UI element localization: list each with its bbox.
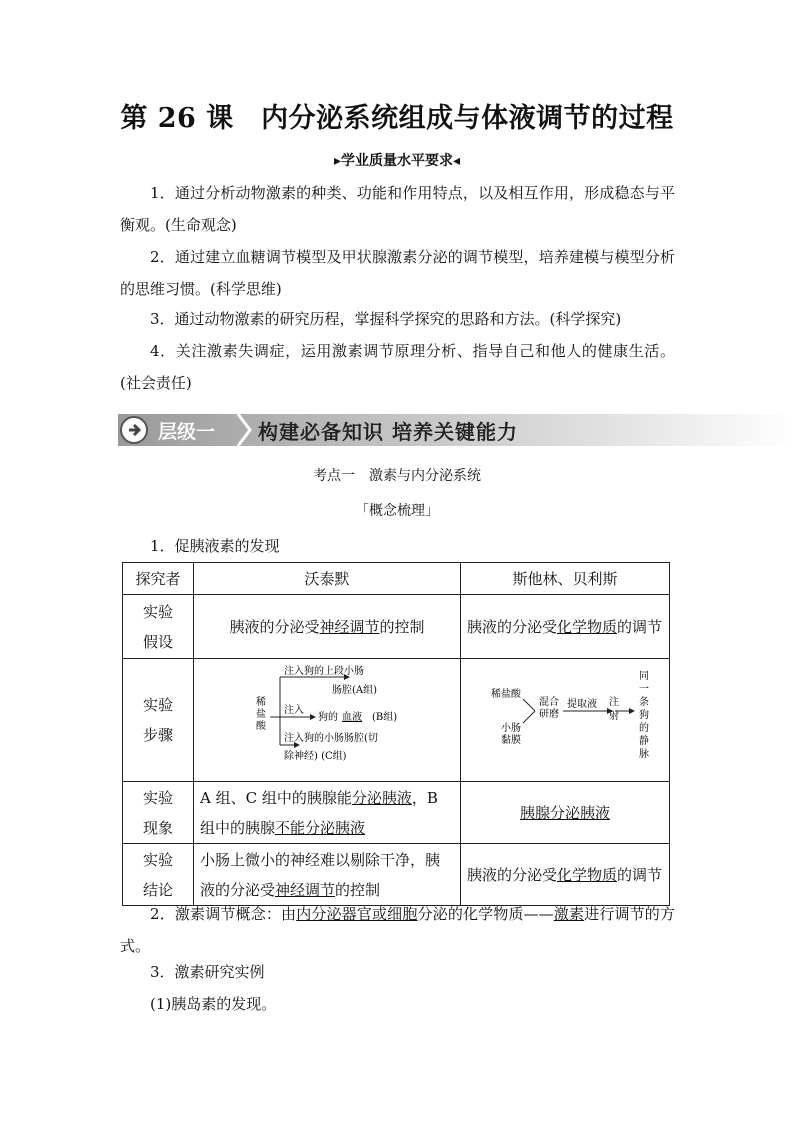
- diagram-left-b-post: (B组): [372, 712, 398, 723]
- row-label: 实验 现象: [123, 782, 194, 844]
- table-row: [123, 595, 670, 659]
- table-cell: 胰液的分泌受化学物质的调节: [461, 844, 670, 906]
- diagram-left-source: 稀盐酸: [256, 697, 266, 732]
- diagram-left-c-bottom: 除神经) (C组): [284, 751, 347, 762]
- table-cell: [461, 659, 670, 782]
- table-header: 斯他林、贝利斯: [461, 563, 670, 595]
- requirement-1: 1．通过分析动物激素的种类、功能和作用特点，以及相互作用，形成稳态与平衡观。(生命观念): [120, 184, 675, 234]
- item-2: 2．激素调节概念：由内分泌器官或细胞分泌的化学物质——激素进行调节的方式。: [120, 905, 675, 955]
- table-cell: [194, 659, 461, 782]
- row-label: 实验 步骤: [123, 659, 194, 782]
- diagram-left-b-pre: 狗的: [318, 712, 338, 723]
- section-title: 考点一 激素与内分泌系统: [313, 468, 481, 484]
- page-title: 第 26 课 内分泌系统组成与体液调节的过程: [120, 103, 674, 134]
- banner-text: 构建必备知识 培养关键能力: [258, 420, 518, 444]
- discovery-table: [122, 562, 670, 906]
- requirements-header: ▸学业质量水平要求◂: [333, 153, 461, 169]
- item-1: 1．促胰液素的发现: [150, 537, 280, 555]
- table-row: [123, 659, 670, 782]
- diagram-right-acid: 稀盐酸: [491, 689, 521, 700]
- diagram-right-target: 同 一 条 狗 的 静 脉: [639, 671, 649, 760]
- requirement-3: 3．通过动物激素的研究历程，掌握科学探究的思路和方法。(科学探究): [150, 310, 622, 328]
- table-cell: A 组、C 组中的胰腺能分泌胰液，B 组中的胰腺不能分泌胰液: [194, 782, 461, 844]
- wattermer-procedure-diagram: [194, 659, 460, 771]
- table-cell: 小肠上微小的神经难以剔除干净，胰液的分泌受神经调节的控制: [194, 844, 461, 906]
- diagram-left-a-top: 注入狗的上段小肠: [284, 666, 364, 677]
- table-header: 沃泰默: [194, 563, 461, 595]
- diagram-left-b-arrow: 注入: [284, 705, 304, 716]
- level-banner: [118, 414, 794, 446]
- requirement-2: 2．通过建立血糖调节模型及甲状腺激素分泌的调节模型，培养建模与模型分析的思维习惯。(科学思维): [120, 248, 675, 298]
- banner-level: 层级一: [158, 421, 216, 443]
- diagram-right-mix: 混合研磨: [539, 697, 559, 720]
- table-row: [123, 844, 670, 906]
- chevron-right-icon: [236, 414, 252, 446]
- table-cell: 胰腺分泌胰液: [461, 782, 670, 844]
- item-3-1: (1)胰岛素的发现。: [150, 995, 277, 1013]
- requirement-4: 4．关注激素失调症，运用激素调节原理分析、指导自己和他人的健康生活。(社会责任): [120, 342, 675, 392]
- starling-bayliss-procedure-diagram: [461, 659, 669, 771]
- diagram-right-gut: 小肠黏膜: [501, 723, 521, 746]
- diagram-right-extract: 提取液: [567, 699, 597, 710]
- table-row: [123, 782, 670, 844]
- table-cell: 胰液的分泌受神经调节的控制: [194, 595, 461, 659]
- diagram-right-inject: 注射: [609, 697, 619, 722]
- section-subtitle: 「概念梳理」: [355, 503, 439, 519]
- diagram-left-a-bottom: 肠腔(A组): [332, 685, 378, 696]
- table-cell: 胰液的分泌受化学物质的调节: [461, 595, 670, 659]
- item-3: 3．激素研究实例: [150, 963, 265, 981]
- arrow-circle-icon: [120, 416, 148, 444]
- row-label: 实验 结论: [123, 844, 194, 906]
- table-header: 探究者: [123, 563, 194, 595]
- diagram-left-b-blank: 血液: [342, 712, 362, 723]
- diagram-left-c-top: 注入狗的小肠肠腔(切: [284, 733, 378, 744]
- row-label: 实验 假设: [123, 595, 194, 659]
